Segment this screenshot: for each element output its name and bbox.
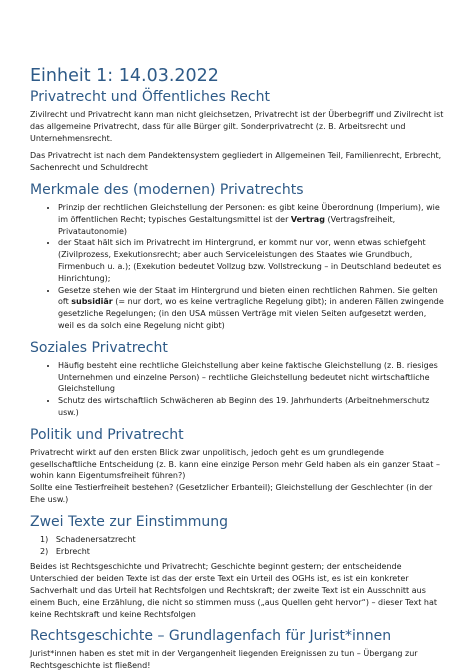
list-item: • Häufig besteht eine rechtliche Gleichstellung aber keine faktische Gleichstellung (z. B. riesiges Unternehmen und einzelne Person) – rechtliche Gleichstellung bedeutet nicht wirtschaftliche Gleichstellung bbox=[58, 360, 444, 395]
paragraph: Jurist*innen haben es stet mit in der Vergangenheit liegenden Ereignissen zu tun – Übergang zur Rechtsgeschichte ist fließend! bbox=[30, 649, 418, 671]
list-item: 1) Schadenersatzrecht bbox=[40, 534, 136, 544]
bullet-list bbox=[30, 202, 444, 332]
list-item bbox=[58, 285, 444, 332]
section-heading-privatrecht: Privatrecht und Öffentliches Recht bbox=[30, 89, 270, 105]
bold-term: subsidiär bbox=[71, 297, 113, 307]
list-item: • der Staat hält sich im Privatrecht im Hintergrund, er kommt nur vor, wenn etwas schiefgeht (Zivilprozess, Exekutionsrecht; aber auch Serviceleistungen des Staates wie Grundbuch, Firmenbuch u. a.); (Exekution bedeutet Vollzug bzw. Vollstreckung – in Deutschland bedeutet es Hinrichtung); bbox=[58, 237, 444, 284]
section-heading-merkmale: Merkmale des (modernen) Privatrechts bbox=[30, 181, 304, 198]
list-item: 2) Erbrecht bbox=[40, 546, 90, 556]
list-item: • Schutz des wirtschaftlich Schwächeren ab Beginn des 19. Jahrhunderts (Arbeitnehmerschutz usw.) bbox=[58, 395, 444, 419]
paragraph: Das Privatrecht ist nach dem Pandektensystem gegliedert in Allgemeinen Teil, Familienrecht, Erbrecht, Sachenrecht und Schuldrecht bbox=[30, 151, 442, 173]
text-span: Erbrecht bbox=[55, 546, 90, 556]
text-span: (Vertragsfreiheit, Privatautonomie) bbox=[58, 214, 396, 236]
bullet-list bbox=[30, 360, 444, 419]
text-span: (= nur dort, wo es keine vertragliche Regelung gibt); in anderen Fällen zwingende gesetzliche Regelungen; (in den USA müssen Verträge mit vielen Seiten aufgesetzt werden, weil es da solch eine Regelung nicht gibt) bbox=[58, 297, 444, 330]
text-span: Schadenersatzrecht bbox=[55, 534, 136, 544]
paragraph: Zivilrecht und Privatrecht kann man nicht gleichsetzen, Privatrecht ist der Überbegriff und Zivilrecht ist das allgemeine Privatrecht, dass für alle Bürger gilt. Sonderprivatrecht (z. B. Arbeitsrecht und Unternehmensrecht. bbox=[30, 110, 444, 143]
bold-term: Vertrag bbox=[290, 214, 325, 224]
section-heading-soziales: Soziales Privatrecht bbox=[30, 339, 168, 356]
paragraph: Sollte eine Testierfreiheit bestehen? (Gesetzlicher Erbanteil); Gleichstellung der Geschlechter (in der Ehe usw.) bbox=[30, 483, 433, 504]
numbered-list bbox=[30, 534, 444, 558]
section-heading-politik: Politik und Privatrecht bbox=[30, 426, 184, 443]
section-heading-rechtsgeschichte: Rechtsgeschichte – Grundlagenfach für Jurist*innen bbox=[30, 628, 392, 645]
section-heading-zwei-texte: Zwei Texte zur Einstimmung bbox=[30, 513, 228, 530]
paragraph: Beides ist Rechtsgeschichte und Privatrecht; Geschichte beginnt gestern; der entscheidende Unterschied der beiden Texte ist das der erste Text ein Urteil des OGHs ist, es ist ein konkreter Sachverhalt und das Urteil hat Rechtsfolgen und Rechtskraft; der zweite Text ist ein Ausschnitt aus einem Buch, eine Erzählung, die nicht so stimmen muss („aus Quellen geht hervor“) – dieser Text hat keine Rechtskraft und keine Rechtsfolgen bbox=[30, 562, 438, 619]
list-item bbox=[58, 202, 444, 237]
page-title: Einheit 1: 14.03.2022 bbox=[30, 66, 219, 86]
text-span: Prinzip der rechtlichen Gleichstellung der Personen: es gibt keine Überordnung (Imperium), wie im öffentlichen Recht; typisches Gestaltungsmittel ist der bbox=[58, 202, 440, 224]
text-span: Gesetze stehen wie der Staat im Hintergrund und bieten einen rechtlichen Rahmen. Sie gelten oft bbox=[58, 285, 438, 307]
paragraph: Privatrecht wirkt auf den ersten Blick zwar unpolitisch, jedoch geht es um grundlegende gesellschaftliche Entscheidung (z. B. kann eine einzige Person mehr Geld haben als ein ganzer Staat – wohin kann Eigentumsfreiheit führen?) bbox=[30, 447, 440, 481]
